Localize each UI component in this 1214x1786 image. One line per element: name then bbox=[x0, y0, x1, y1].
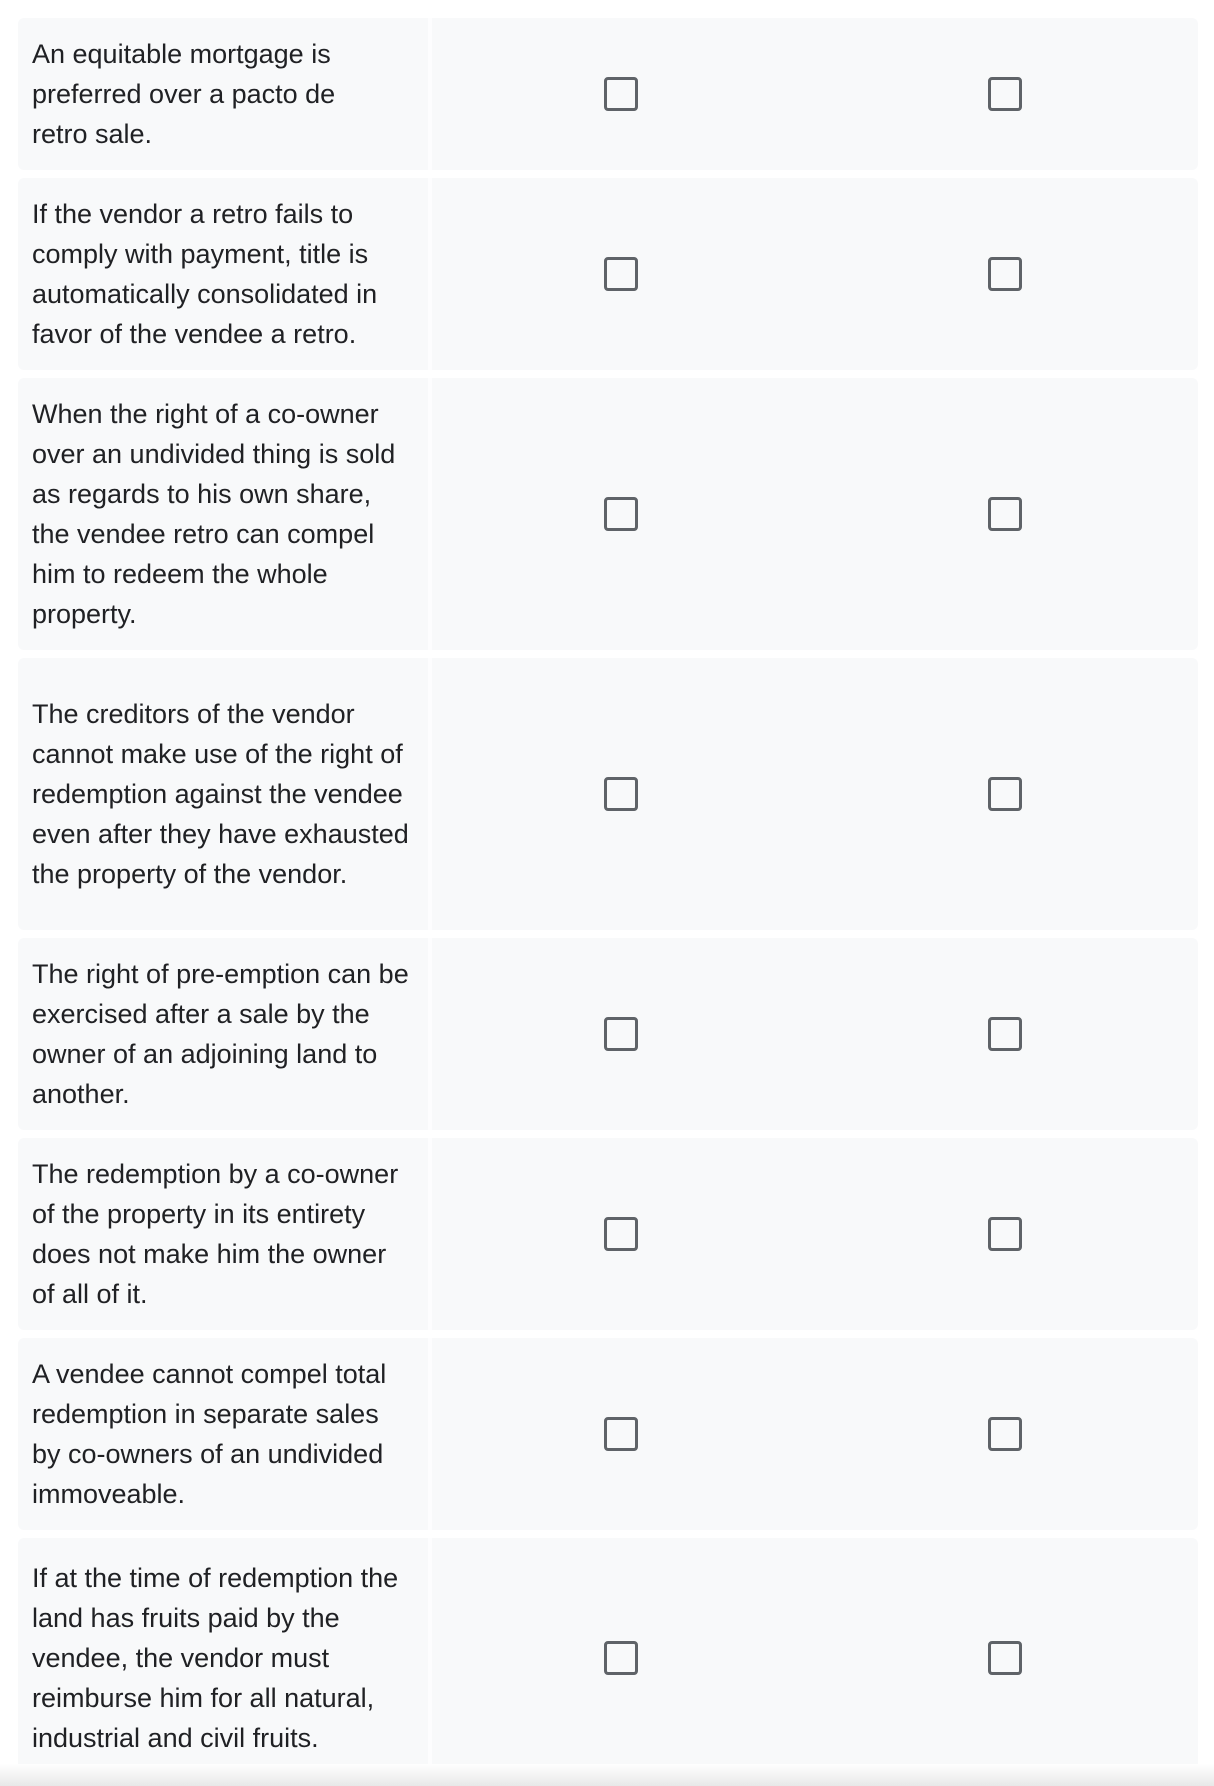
grid-row bbox=[18, 1538, 1198, 1778]
row-label: The redemption by a co-owner of the property in its entirety does not make him the owner of all of it. bbox=[32, 1159, 399, 1309]
row-checkbox-column-1[interactable] bbox=[604, 777, 638, 811]
column-divider bbox=[428, 178, 432, 370]
grid-row bbox=[18, 18, 1198, 170]
row-label: An equitable mortgage is preferred over a pacto de retro sale. bbox=[32, 39, 336, 149]
grid-row bbox=[18, 658, 1198, 930]
grid-row bbox=[18, 1138, 1198, 1330]
row-checkbox-column-2[interactable] bbox=[988, 1641, 1022, 1675]
column-divider bbox=[428, 658, 432, 930]
row-checkbox-column-1[interactable] bbox=[604, 1017, 638, 1051]
row-checkbox-column-2[interactable] bbox=[988, 257, 1022, 291]
grid-row bbox=[18, 938, 1198, 1130]
row-checkbox-column-2[interactable] bbox=[988, 1017, 1022, 1051]
row-checkbox-column-1[interactable] bbox=[604, 1641, 638, 1675]
row-checkbox-column-1[interactable] bbox=[604, 77, 638, 111]
row-checkbox-column-1[interactable] bbox=[604, 497, 638, 531]
row-checkbox-column-2[interactable] bbox=[988, 77, 1022, 111]
row-checkbox-column-2[interactable] bbox=[988, 777, 1022, 811]
column-divider bbox=[428, 1538, 432, 1778]
column-divider bbox=[428, 938, 432, 1130]
row-label: The right of pre-emption can be exercised after a sale by the owner of an adjoining land to another. bbox=[32, 959, 409, 1109]
row-label: The creditors of the vendor cannot make use of the right of redemption against the vendee even after they have exhausted the property of the vendor. bbox=[32, 699, 409, 889]
row-label: If at the time of redemption the land has fruits paid by the vendee, the vendor must reimburse him for all natural, industrial and civil fruits. bbox=[32, 1563, 399, 1753]
row-checkbox-column-1[interactable] bbox=[604, 1217, 638, 1251]
row-checkbox-column-1[interactable] bbox=[604, 1417, 638, 1451]
row-checkbox-column-1[interactable] bbox=[604, 257, 638, 291]
row-checkbox-column-2[interactable] bbox=[988, 1217, 1022, 1251]
scroll-edge-shadow bbox=[0, 1764, 1214, 1786]
column-divider bbox=[428, 1338, 432, 1530]
row-checkbox-column-2[interactable] bbox=[988, 497, 1022, 531]
column-divider bbox=[428, 1138, 432, 1330]
grid-row bbox=[18, 1338, 1198, 1530]
row-label: If the vendor a retro fails to comply with payment, title is automatically consolidated in favor of the vendee a retro. bbox=[32, 199, 378, 349]
grid-row bbox=[18, 178, 1198, 370]
column-divider bbox=[428, 18, 432, 170]
grid-row bbox=[18, 378, 1198, 650]
row-label: When the right of a co-owner over an undivided thing is sold as regards to his own share, the vendee retro can compel him to redeem the whole property. bbox=[32, 399, 396, 629]
row-checkbox-column-2[interactable] bbox=[988, 1417, 1022, 1451]
row-label: A vendee cannot compel total redemption in separate sales by co-owners of an undivided immoveable. bbox=[32, 1359, 387, 1509]
column-divider bbox=[428, 378, 432, 650]
